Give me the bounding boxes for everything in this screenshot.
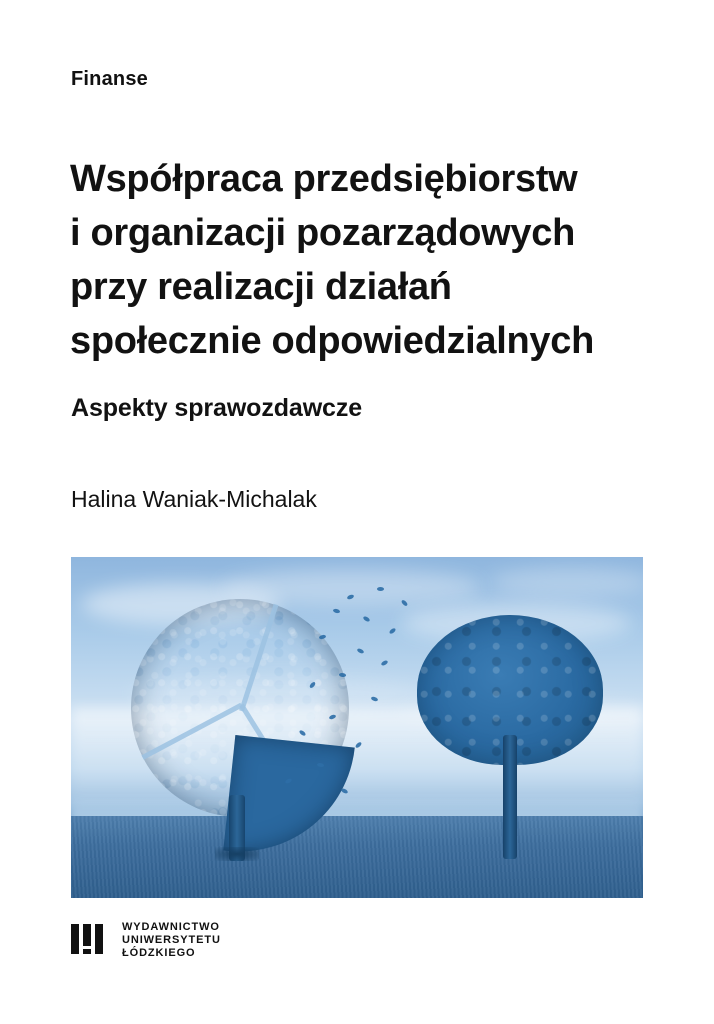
publisher-line-1: WYDAWNICTWO [122, 920, 220, 933]
publisher-line-3: ŁÓDZKIEGO [122, 946, 196, 959]
title-line-3: przy realizacji działań [70, 266, 452, 308]
publisher-name [122, 921, 221, 960]
logo-bar [71, 924, 79, 954]
logo-bar [83, 949, 91, 954]
logo-bar [83, 924, 91, 946]
title-line-4: społecznie odpowiedzialnych [70, 320, 594, 362]
series-label: Finanse [71, 68, 148, 90]
title-line-1: Współpraca przedsiębiorstw [70, 158, 578, 200]
page-title [70, 152, 680, 368]
publisher-logo [71, 920, 221, 960]
author-name: Halina Waniak-Michalak [71, 486, 317, 512]
tree-trunk [503, 735, 517, 859]
cover-illustration [71, 557, 643, 898]
tree-trunk [229, 795, 245, 861]
ul-logo-icon [71, 920, 109, 960]
logo-bar [95, 924, 103, 954]
pie-chart-tree-icon [131, 599, 363, 859]
publisher-line-2: UNIWERSYTETU [122, 933, 221, 946]
subtitle: Aspekty sprawozdawcze [71, 394, 363, 422]
title-line-2: i organizacji pozarządowych [70, 212, 576, 254]
branch-tree-icon [403, 615, 615, 859]
cloud-shape [491, 567, 643, 597]
